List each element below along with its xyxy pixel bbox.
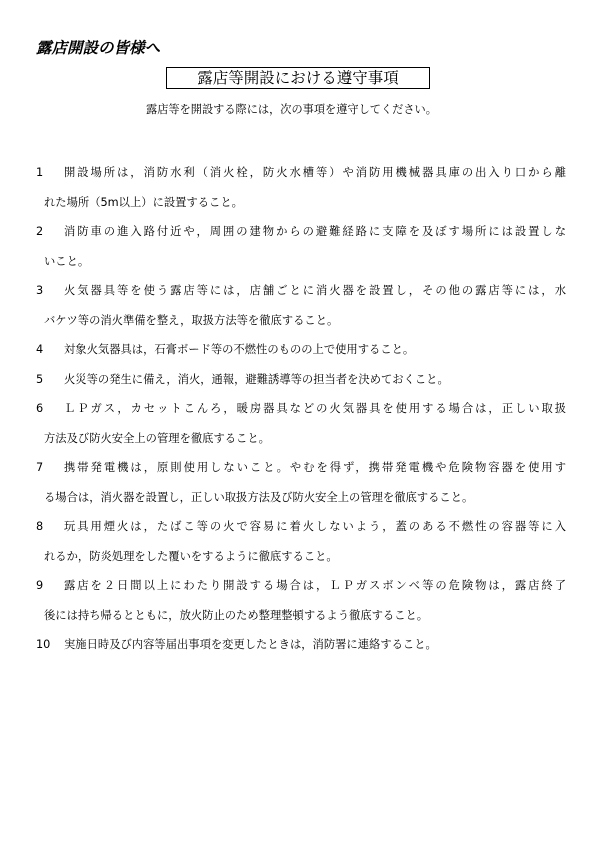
item-number: 2 [36, 225, 44, 238]
item-text-line1: 携帯発電機は，原則使用しないこと。やむを得ず，携帯発電機や危険物容器を使用す [64, 461, 566, 474]
item-number: 10 [36, 638, 51, 651]
item-text-line1: ＬＰガス，カセットこんろ，暖房器具などの火気器具を使用する場合は，正しい取扱 [64, 402, 566, 415]
list-item [36, 512, 566, 571]
item-number: 4 [36, 343, 44, 356]
list-item [36, 630, 566, 660]
item-number: 8 [36, 520, 44, 533]
list-item [36, 335, 566, 365]
intro-text: 露店等を開設する際には，次の事項を遵守してください。 [146, 103, 437, 116]
rules-list [36, 158, 566, 660]
list-item [36, 365, 566, 395]
page-heading: 露店開設の皆様へ [36, 39, 161, 57]
item-number: 3 [36, 284, 44, 297]
item-text-line1: 消防車の進入路付近や，周囲の建物からの避難経路に支障を及ぼす場所には設置しな [64, 225, 566, 238]
item-number: 1 [36, 166, 44, 179]
item-text-line2: 方法及び防火安全上の管理を徹底すること。 [44, 431, 270, 445]
item-text-line1: 実施日時及び内容等届出事項を変更したときは，消防署に連絡すること。 [64, 638, 437, 651]
list-item [36, 217, 566, 276]
item-text-line2: いこと。 [44, 254, 90, 268]
item-text-line1: 火災等の発生に備え，消火，通報，避難誘導等の担当者を決めておくこと。 [64, 372, 449, 386]
item-text-line1: 火気器具等を使う露店等には，店舗ごとに消火器を設置し，その他の露店等には，水 [64, 284, 566, 297]
item-text-line2: バケツ等の消火準備を整え，取扱方法等を徹底すること。 [44, 313, 339, 327]
item-number: 5 [36, 372, 44, 386]
item-text-line2: る場合は，消火器を設置し，正しい取扱方法及び防火安全上の管理を徹底すること。 [44, 490, 474, 504]
item-text-line1: 露店を２日間以上にわたり開設する場合は，ＬＰガスボンベ等の危険物は，露店終了 [64, 579, 566, 592]
item-text-line2: 後には持ち帰るとともに，放火防止のため整理整頓するよう徹底すること。 [44, 608, 429, 622]
list-item [36, 453, 566, 512]
item-number: 7 [36, 461, 44, 474]
boxed-title: 露店等開設における遵守事項 [166, 67, 430, 89]
item-number: 6 [36, 402, 44, 415]
item-text-line2: れるか，防炎処理をした覆いをするように徹底すること。 [44, 549, 338, 563]
item-text-line1: 玩具用煙火は，たばこ等の火で容易に着火しないよう，蓋のある不燃性の容器等に入 [64, 520, 566, 533]
list-item [36, 158, 566, 217]
list-item [36, 394, 566, 453]
list-item [36, 571, 566, 630]
item-number: 9 [36, 579, 44, 592]
list-item [36, 276, 566, 335]
item-text-line1: 対象火気器具は，石膏ボード等の不燃性のものの上で使用すること。 [64, 343, 415, 356]
item-text-line2: れた場所（5m以上）に設置すること。 [44, 195, 243, 209]
item-text-line1: 開設場所は，消防水利（消火栓，防火水槽等）や消防用機械器具庫の出入り口から離 [64, 166, 566, 179]
